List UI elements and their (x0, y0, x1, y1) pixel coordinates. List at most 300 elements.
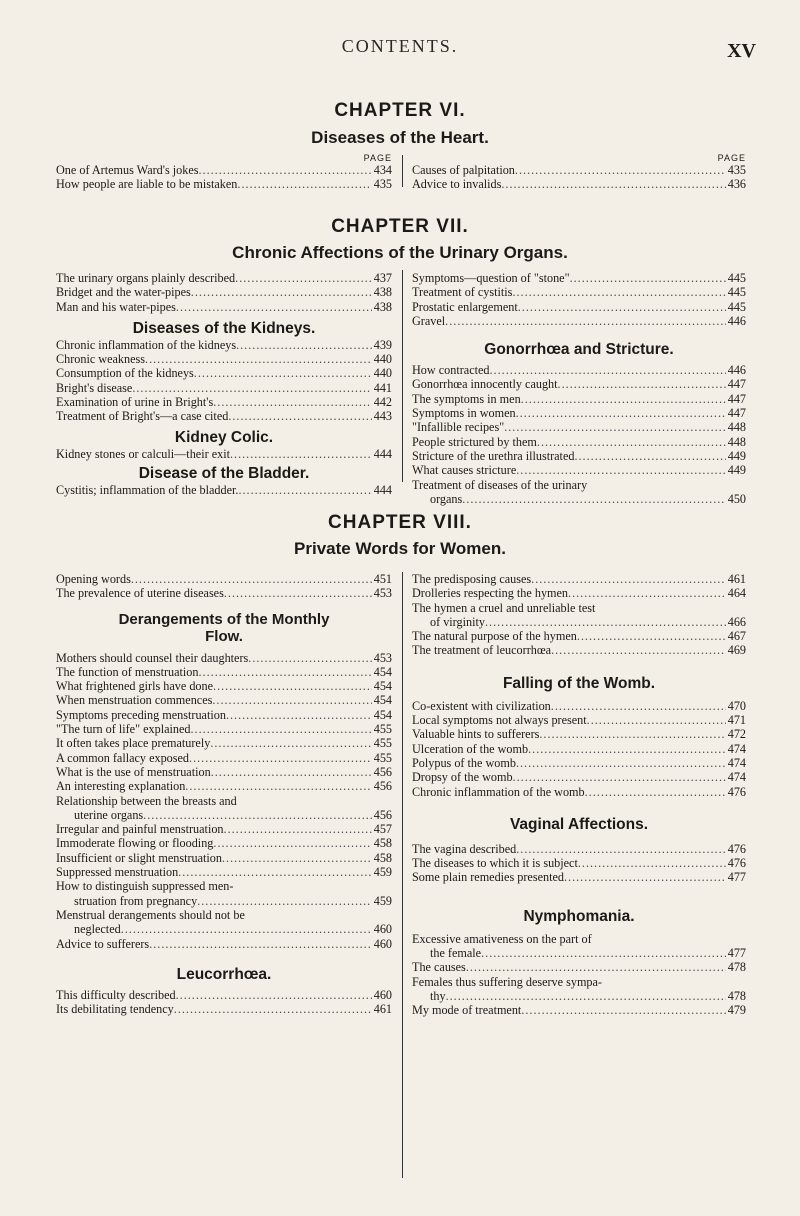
toc-entry (56, 865, 392, 879)
monthly-heading: Derangements of the Monthly Flow. (118, 610, 330, 645)
page-column-label: PAGE (717, 153, 746, 163)
dot-leader (132, 381, 371, 395)
entry-title: Bright's disease (56, 380, 133, 395)
page-number: XV (727, 40, 756, 62)
toc-entry (412, 856, 746, 870)
chapter7-right-intro (412, 271, 746, 328)
entry-title: One of Artemus Ward's jokes (56, 163, 199, 177)
toc-entry (56, 736, 392, 750)
page-ref: 445 (727, 271, 746, 285)
chapter7-right-column (412, 271, 746, 506)
dot-leader (176, 988, 372, 1002)
womb-heading: Falling of the Womb. (502, 674, 656, 692)
toc-entry (412, 770, 746, 784)
page-ref: 448 (727, 434, 746, 449)
dot-leader (194, 366, 372, 380)
entry-title: Bridget and the water-pipes (56, 285, 191, 300)
dot-leader (174, 1002, 372, 1016)
page-ref: 434 (373, 163, 392, 177)
dot-leader (521, 1003, 725, 1017)
page-ref: 460 (373, 922, 392, 937)
page-ref: 476 (727, 784, 746, 799)
toc-entry (56, 708, 392, 722)
entry-title: Gonorrhœa innocently caught (412, 377, 558, 392)
vaginal-heading: Vaginal Affections. (509, 815, 649, 833)
chapter6-right-column (412, 153, 746, 192)
toc-entry (56, 836, 392, 850)
page-ref: 446 (727, 363, 746, 378)
entry-title: How people are liable to be mistaken (56, 177, 238, 192)
page-ref: 460 (373, 987, 392, 1002)
page-ref: 440 (373, 366, 392, 381)
page-ref: 477 (727, 946, 746, 961)
dot-leader (235, 271, 372, 285)
entry-title: The prevalence of uterine diseases (56, 586, 224, 601)
entry-title: Cystitis; inflammation of the bladder. (56, 482, 239, 497)
page-ref: 464 (727, 586, 746, 601)
dot-leader (537, 435, 726, 449)
dot-leader (178, 865, 372, 879)
dot-leader (445, 314, 726, 328)
toc-entry (56, 409, 392, 423)
toc-entry (56, 751, 392, 765)
page-ref: 456 (373, 807, 392, 822)
toc-entry (412, 163, 746, 177)
toc-entry (56, 779, 392, 793)
toc-entry (412, 870, 746, 884)
monthly-list-a (56, 651, 392, 794)
toc-entry (412, 699, 746, 713)
toc-entry (412, 586, 746, 600)
dot-leader (230, 447, 372, 461)
dot-leader (224, 822, 372, 836)
dot-leader (212, 693, 371, 707)
page-ref: 435 (727, 163, 746, 177)
entry-title: Chronic inflammation of the womb (412, 784, 585, 799)
entry-title: It often takes place prematurely (56, 736, 211, 751)
toc-entry-line: How to distinguish suppressed men- (56, 879, 234, 894)
toc-entry (412, 1003, 746, 1017)
toc-entry (412, 572, 746, 586)
nymphomania-list-b (412, 1003, 746, 1017)
toc-entry: organs ..... 450 (412, 492, 746, 506)
page-ref: 445 (727, 299, 746, 314)
page-ref: 456 (373, 764, 392, 779)
dot-leader (558, 377, 726, 391)
colic-list (56, 447, 392, 461)
toc-entry (412, 727, 746, 741)
page-column-label: PAGE (363, 153, 392, 163)
page-ref: 459 (373, 865, 392, 880)
page-ref: 469 (727, 643, 746, 658)
dot-leader (539, 727, 725, 741)
toc-entry (56, 338, 392, 352)
entry-title: Causes of palpitation (412, 163, 515, 177)
toc-entry: neglected ..... 460 (56, 922, 392, 936)
dot-leader (199, 665, 372, 679)
dot-leader (210, 736, 371, 750)
nymphomania-heading: Nymphomania. (523, 907, 635, 925)
page-ref: 437 (373, 271, 392, 285)
page-ref: 474 (727, 755, 746, 770)
toc-entry (56, 937, 392, 951)
dot-leader (587, 713, 726, 727)
dot-leader (238, 483, 371, 497)
entry-title: Its debilitating tendency (56, 1002, 174, 1017)
page-ref: 445 (727, 285, 746, 300)
page-ref: 442 (373, 395, 392, 410)
toc-entry (56, 586, 392, 600)
toc-entry-line: Treatment of diseases of the urinary (412, 477, 588, 492)
toc-entry-line: Females thus suffering deserve sympa- (412, 974, 602, 989)
page-ref: 448 (727, 420, 746, 435)
entry-title: What frightened girls have done (56, 679, 214, 694)
page-ref: 454 (373, 679, 392, 694)
entry-title: Irregular and painful menstruation (56, 822, 224, 837)
dot-leader (211, 765, 372, 779)
page-ref: 471 (727, 713, 746, 728)
entry-title: Prostatic enlargement (412, 299, 518, 314)
toc-entry (56, 163, 392, 177)
entry-title: How contracted (412, 363, 490, 378)
chapter8-heading: CHAPTER VIII. (328, 512, 472, 533)
dot-leader (564, 870, 726, 884)
page-ref: 474 (727, 741, 746, 756)
page-ref: 474 (727, 770, 746, 785)
dot-leader (512, 285, 725, 299)
toc-entry (56, 381, 392, 395)
entry-title: What causes stricture (412, 463, 517, 478)
toc-entry (412, 742, 746, 756)
toc-entry: thy ..... 478 (412, 989, 746, 1003)
dot-leader (531, 572, 726, 586)
column-divider (402, 572, 403, 1178)
toc-entry (56, 822, 392, 836)
entry-title: Opening words (56, 572, 131, 586)
entry-title: Advice to invalids (412, 177, 502, 192)
dot-leader (516, 463, 725, 477)
entry-title: Examination of urine in Bright's (56, 395, 214, 410)
toc-entry (412, 285, 746, 299)
entry-title: Co-existent with civilization (412, 698, 551, 713)
toc-entry-line: Relationship between the breasts and (56, 793, 237, 808)
page-ref: 441 (373, 380, 392, 395)
entry-title: Mothers should counsel their daughters (56, 650, 249, 665)
page-ref: 478 (727, 988, 746, 1003)
page-ref: 439 (373, 337, 392, 352)
toc-entry (56, 651, 392, 665)
dot-leader (513, 770, 726, 784)
toc-entry (56, 572, 392, 586)
dot-leader (176, 300, 372, 314)
entry-title: My mode of treatment (412, 1003, 522, 1018)
entry-title: "The turn of life" explained (56, 722, 191, 737)
dot-leader (585, 785, 726, 799)
toc-entry: struation from pregnancy ..... 459 (56, 894, 392, 908)
entry-title: The symptoms in men (412, 391, 521, 406)
entry-title: An interesting explanation (56, 779, 186, 794)
toc-entry (412, 713, 746, 727)
entry-title: Symptoms preceding menstruation (56, 707, 226, 722)
chapter6-left-column (56, 153, 392, 192)
entry-title: Symptoms—question of "stone" (412, 271, 570, 285)
toc-entry (56, 988, 392, 1002)
entry-title: Polypus of the womb (412, 755, 516, 770)
page-ref: 446 (727, 313, 746, 328)
entry-title: Symptoms in women (412, 406, 516, 421)
toc-entry (412, 785, 746, 799)
chapter8-subtitle: Private Words for Women. (294, 539, 506, 558)
dot-leader (501, 177, 725, 191)
toc-entry-line: The hymen a cruel and unreliable test (412, 600, 596, 615)
page-ref: 453 (373, 586, 392, 601)
toc-entry (412, 420, 746, 434)
page-ref: 479 (727, 1003, 746, 1018)
entry-title: Chronic inflammation of the kidneys (56, 337, 237, 352)
entry-title: Treatment of Bright's—a case cited (56, 409, 229, 424)
page-ref: 449 (727, 463, 746, 478)
page-ref: 440 (373, 352, 392, 367)
page-ref: 449 (727, 448, 746, 463)
vaginal-list (412, 842, 746, 885)
toc-entry (56, 395, 392, 409)
entry-title: The treatment of leucorrhœa (412, 643, 552, 658)
toc-entry-line: Excessive amativeness on the part of (412, 931, 592, 946)
dot-leader (191, 285, 372, 299)
entry-title: Valuable hints to sufferers (412, 727, 540, 742)
page-ref: 444 (373, 446, 392, 461)
entry-title: The causes (412, 960, 466, 975)
dot-leader (191, 722, 372, 736)
toc-entry (412, 463, 746, 477)
page-ref: 455 (373, 736, 392, 751)
leucorrhoea-heading: Leucorrhœa. (176, 965, 272, 983)
bladder-heading: Disease of the Bladder. (138, 464, 310, 482)
page-ref: 447 (727, 406, 746, 421)
entry-title: People strictured by them (412, 434, 537, 449)
kidneys-list (56, 338, 392, 424)
kidneys-heading: Diseases of the Kidneys. (132, 319, 316, 337)
dot-leader (466, 960, 726, 974)
toc-entry (412, 300, 746, 314)
page-ref: 470 (727, 698, 746, 713)
entry-title: The predisposing causes (412, 572, 532, 586)
dot-leader (145, 352, 372, 366)
dot-leader (237, 177, 371, 191)
toc-entry (412, 392, 746, 406)
entry-title: Dropsy of the womb (412, 770, 513, 785)
entry-title: The diseases to which it is subject (412, 856, 578, 871)
entry-title: Chronic weakness (56, 352, 146, 367)
page-ref: 454 (373, 707, 392, 722)
bladder-list (56, 483, 392, 497)
page-ref: 451 (373, 572, 392, 586)
entry-title: The urinary organs plainly described (56, 271, 236, 285)
toc-entry (56, 177, 392, 191)
page-ref: 477 (727, 870, 746, 885)
dot-leader (490, 363, 726, 377)
page-ref: 435 (373, 177, 392, 192)
entry-title: A common fallacy exposed (56, 750, 190, 765)
page-ref: 443 (373, 409, 392, 424)
page-ref: 455 (373, 750, 392, 765)
page-ref: 436 (727, 177, 746, 192)
chapter8-right-intro-b (412, 629, 746, 658)
entry-title: What is the use of menstruation (56, 764, 211, 779)
page-ref: 466 (727, 614, 746, 629)
dot-leader (570, 271, 726, 285)
toc-entry: of virginity ..... 466 (412, 615, 746, 629)
toc-entry (412, 406, 746, 420)
dot-leader (248, 651, 371, 665)
toc-entry (412, 177, 746, 191)
entry-title: Drolleries respecting the hymen (412, 586, 569, 601)
dot-leader (515, 163, 726, 177)
entry-title: When menstruation commences (56, 693, 213, 708)
dot-leader (236, 338, 372, 352)
chapter7-heading: CHAPTER VII. (331, 216, 469, 237)
dot-leader (551, 643, 726, 657)
dot-leader (226, 708, 372, 722)
dot-leader (577, 629, 726, 643)
entry-title: This difficulty described (56, 987, 176, 1002)
dot-leader (131, 572, 372, 586)
entry-title: The vagina described (412, 841, 517, 856)
dot-leader (213, 679, 372, 693)
toc-entry (56, 300, 392, 314)
chapter6-subtitle: Diseases of the Heart. (311, 128, 489, 147)
dot-leader (213, 395, 371, 409)
entry-title: The natural purpose of the hymen (412, 629, 577, 644)
dot-leader (224, 586, 372, 600)
toc-entry (56, 765, 392, 779)
leucorrhoea-list (56, 988, 392, 1017)
dot-leader (516, 756, 726, 770)
page-ref: 447 (727, 391, 746, 406)
dot-leader (228, 409, 371, 423)
dot-leader (149, 937, 372, 951)
chapter8-right-intro-a (412, 572, 746, 601)
entry-title: "Infallible recipes" (412, 420, 505, 435)
gonorrhoea-heading: Gonorrhœa and Stricture. (484, 341, 674, 359)
colic-heading: Kidney Colic. (174, 428, 274, 446)
chapter8-right-column (412, 572, 746, 1018)
dot-leader (504, 420, 726, 434)
toc-entry (56, 447, 392, 461)
chapter7-subtitle: Chronic Affections of the Urinary Organs. (232, 243, 568, 262)
toc-entry (412, 960, 746, 974)
dot-leader (516, 842, 725, 856)
chapter7-left-intro (56, 271, 392, 314)
column-divider (402, 155, 403, 187)
dot-leader (578, 856, 726, 870)
entry-title: Gravel (412, 313, 446, 328)
entry-title: Suppressed menstruation (56, 865, 179, 880)
dot-leader (189, 751, 372, 765)
page-ref: 444 (373, 482, 392, 497)
entry-title: The function of menstruation (56, 664, 199, 679)
page-ref: 461 (727, 572, 746, 586)
toc-entry (56, 366, 392, 380)
column-divider (402, 270, 403, 482)
dot-leader (518, 300, 726, 314)
dot-leader (521, 392, 726, 406)
dot-leader (185, 779, 371, 793)
toc-entry (56, 1002, 392, 1016)
chapter6-heading: CHAPTER VI. (334, 100, 466, 121)
toc-entry: uterine organs ..... 456 (56, 808, 392, 822)
page-ref: 438 (373, 285, 392, 300)
toc-entry (56, 851, 392, 865)
page-ref: 476 (727, 856, 746, 871)
nymphomania-list-a (412, 960, 746, 974)
toc-entry (412, 314, 746, 328)
dot-leader (516, 406, 726, 420)
toc-entry (56, 679, 392, 693)
toc-entry (412, 271, 746, 285)
page-ref: 472 (727, 727, 746, 742)
chapter7-left-column (56, 271, 392, 497)
monthly-list-b (56, 822, 392, 879)
dot-leader (213, 836, 371, 850)
toc-entry (56, 665, 392, 679)
page-ref: 476 (727, 841, 746, 856)
toc-entry (56, 352, 392, 366)
womb-list (412, 699, 746, 799)
entry-title: Ulceration of the womb (412, 741, 529, 756)
toc-entry (56, 285, 392, 299)
page-ref: 457 (373, 822, 392, 837)
page-ref: 453 (373, 650, 392, 665)
page-ref: 450 (727, 491, 746, 506)
dot-leader (574, 449, 725, 463)
page-ref: 459 (373, 893, 392, 908)
page-ref: 460 (373, 936, 392, 951)
page-ref: 458 (373, 850, 392, 865)
entry-title: Stricture of the urethra illustrated (412, 448, 575, 463)
chapter8-left-intro (56, 572, 392, 601)
dot-leader (222, 851, 372, 865)
entry-title: Consumption of the kidneys (56, 366, 194, 381)
dot-leader (528, 742, 726, 756)
running-head: CONTENTS. (341, 36, 459, 56)
toc-entry (56, 722, 392, 736)
page-ref: 458 (373, 836, 392, 851)
entry-title: Insufficient or slight menstruation (56, 850, 222, 865)
entry-title: Immoderate flowing or flooding (56, 836, 214, 851)
dot-leader (198, 163, 371, 177)
toc-entry (412, 449, 746, 463)
chapter6-left-list (56, 163, 392, 192)
page-ref: 467 (727, 629, 746, 644)
toc-entry (412, 842, 746, 856)
toc-entry (412, 643, 746, 657)
page-ref: 438 (373, 299, 392, 314)
chapter6-right-list (412, 163, 746, 192)
gonorrhoea-list (412, 363, 746, 477)
entry-title: Treatment of cystitis (412, 285, 513, 300)
page-ref: 456 (373, 779, 392, 794)
toc-entry-line: Menstrual derangements should not be (56, 907, 245, 922)
page-ref: 454 (373, 693, 392, 708)
monthly-list-c (56, 937, 392, 951)
entry-title: Advice to sufferers (56, 936, 150, 951)
entry-title: Man and his water-pipes (56, 299, 176, 314)
toc-entry: the female ..... 477 (412, 946, 746, 960)
toc-entry (412, 435, 746, 449)
toc-entry (56, 693, 392, 707)
dot-leader (568, 586, 726, 600)
